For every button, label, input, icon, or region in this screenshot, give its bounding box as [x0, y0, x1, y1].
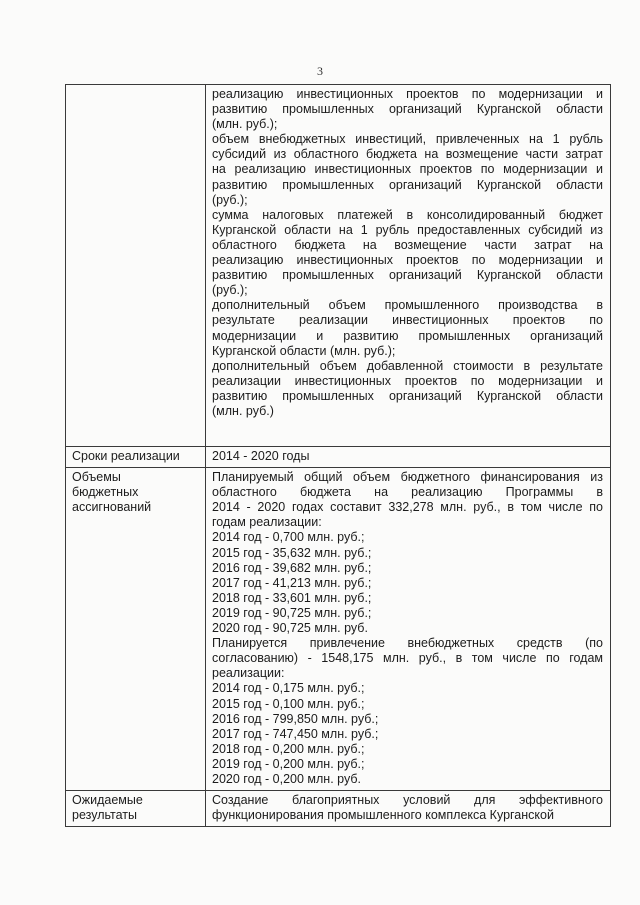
- paragraph-line: 2015 год - 0,100 млн. руб.;: [212, 696, 365, 711]
- expected-results-row: [66, 791, 611, 827]
- row-label-cell: [66, 791, 206, 827]
- row-value: 2014 - 2020 годы: [212, 449, 310, 463]
- paragraph-line: развитию промышленных организаций Курганской области: [212, 388, 603, 403]
- paragraph-line: 2019 год - 0,200 млн. руб.;: [212, 756, 365, 771]
- row-label-cell: [66, 468, 206, 791]
- paragraph-line: 2020 год - 0,200 млн. руб.: [212, 771, 361, 786]
- paragraph-line: Курганской области на 1 рубль предоставленных субсидий из: [212, 222, 603, 237]
- paragraph-line: областного бюджета на реализацию Программы в: [212, 485, 603, 500]
- paragraph-line: 2014 год - 0,175 млн. руб.;: [212, 681, 365, 696]
- budget-allocations-row: [66, 468, 611, 791]
- paragraph-line: 2018 год - 33,601 млн. руб.;: [212, 590, 372, 605]
- paragraph-line: объем внебюджетных инвестиций, привлеченных на 1 рубль: [212, 132, 603, 147]
- paragraph-line: на реализацию инвестиционных проектов по модернизации и: [212, 162, 603, 177]
- page-number: 3: [317, 64, 323, 78]
- paragraph-line: реализацию инвестиционных проектов по модернизации и: [212, 87, 603, 101]
- paragraph-line: субсидий из областного бюджета на возмещение части затрат: [212, 147, 603, 162]
- paragraph-line: 2014 - 2020 годах составит 332,278 млн. руб., в том числе по: [212, 500, 603, 515]
- paragraph-line: областного бюджета на возмещение части затрат на: [212, 237, 603, 252]
- paragraph-line: (млн. руб.): [212, 403, 274, 418]
- paragraph-line: функционирования промышленного комплекса Курганской: [212, 808, 554, 823]
- paragraph-line: дополнительный объем промышленного производства в: [212, 298, 603, 313]
- paragraph-line: 2020 год - 90,725 млн. руб.: [212, 621, 368, 636]
- row-label-cell: [66, 447, 206, 468]
- paragraph-line: годам реализации:: [212, 515, 322, 530]
- row-label-line: бюджетных: [72, 485, 139, 500]
- paragraph-line: реализации:: [212, 666, 285, 681]
- paragraph-line: 2015 год - 35,632 млн. руб.;: [212, 545, 372, 560]
- paragraph-line: модернизации и развитию промышленных организаций: [212, 328, 603, 343]
- row-label-line: ассигнований: [72, 500, 152, 515]
- row-label-line: Ожидаемые: [72, 793, 143, 808]
- paragraph-line: реализацию инвестиционных проектов по модернизации и: [212, 253, 603, 268]
- paragraph-line: развитию промышленных организаций Курганской области: [212, 268, 603, 283]
- row-label-line: Сроки реализации: [72, 449, 180, 463]
- paragraph-line: 2018 год - 0,200 млн. руб.;: [212, 741, 365, 756]
- indicators-continued-row: [66, 85, 611, 447]
- row-label-line: Объемы: [72, 470, 121, 485]
- paragraph-line: (руб.);: [212, 192, 248, 207]
- paragraph-line: согласованию) - 1548,175 млн. руб., в том числе по годам: [212, 651, 603, 666]
- paragraph-line: результате реализации инвестиционных проектов по: [212, 313, 603, 328]
- paragraph-line: реализации инвестиционных проектов по модернизации и: [212, 373, 603, 388]
- paragraph-line: развитию промышленных организаций Курганской области: [212, 102, 603, 117]
- paragraph-line: Создание благоприятных условий для эффективного: [212, 793, 603, 808]
- paragraph-line: Планируется привлечение внебюджетных средств (по: [212, 636, 603, 651]
- row-label-cell: [66, 85, 206, 447]
- paragraph-line: Планируемый общий объем бюджетного финансирования из: [212, 470, 603, 485]
- paragraph-line: Курганской области (млн. руб.);: [212, 343, 396, 358]
- paragraph-line: 2014 год - 0,700 млн. руб.;: [212, 530, 365, 545]
- paragraph-line: сумма налоговых платежей в консолидированный бюджет: [212, 207, 603, 222]
- row-content-cell: [206, 447, 611, 468]
- row-content-cell: [206, 85, 611, 447]
- implementation-period-row: [66, 447, 611, 468]
- paragraph-line: (млн. руб.);: [212, 117, 278, 132]
- paragraph-line: 2017 год - 747,450 млн. руб.;: [212, 726, 379, 741]
- row-label-line: результаты: [72, 808, 137, 823]
- paragraph-line: дополнительный объем добавленной стоимости в результате: [212, 358, 603, 373]
- paragraph-line: 2019 год - 90,725 млн. руб.;: [212, 605, 372, 620]
- row-content-cell: [206, 791, 611, 827]
- paragraph-line: 2016 год - 799,850 млн. руб.;: [212, 711, 379, 726]
- program-passport-table: [65, 84, 611, 827]
- paragraph-line: развитию промышленных организаций Курганской области: [212, 177, 603, 192]
- paragraph-line: (руб.);: [212, 283, 248, 298]
- paragraph-line: 2016 год - 39,682 млн. руб.;: [212, 560, 372, 575]
- paragraph-line: 2017 год - 41,213 млн. руб.;: [212, 575, 372, 590]
- row-content-cell: [206, 468, 611, 791]
